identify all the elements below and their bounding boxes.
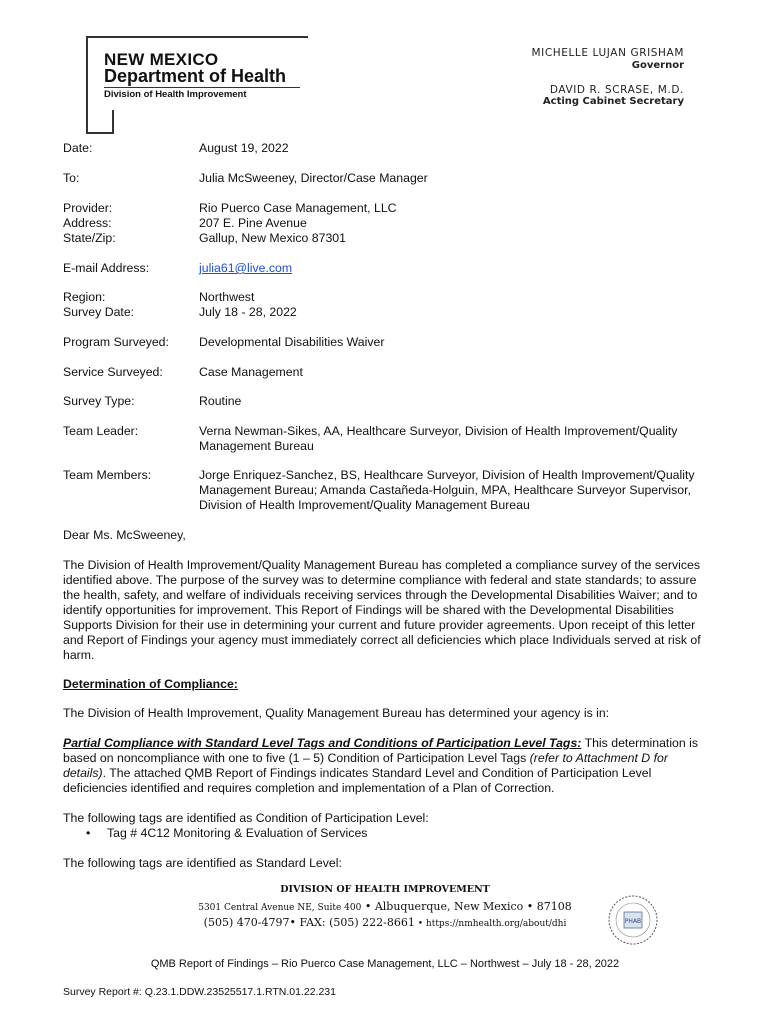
seal-text: PHAB — [624, 918, 642, 925]
address-value: 207 E. Pine Avenue — [199, 216, 307, 230]
region-value: Northwest — [199, 290, 255, 304]
accreditation-seal-icon — [607, 894, 659, 946]
to-label: To: — [63, 171, 80, 185]
partial-reference: (refer to Attachment D for details) — [63, 751, 668, 780]
statezip-label: State/Zip: — [63, 231, 116, 245]
salutation: Dear Ms. McSweeney, — [63, 528, 186, 542]
footer-division: DIVISION OF HEALTH IMPROVEMENT — [280, 884, 490, 895]
footer-url: • https://nmhealth.org/about/dhi — [414, 919, 567, 929]
footer-report-number: Survey Report #: Q.23.1.DDW.23525517.1.RTN.01.22.231 — [63, 986, 336, 998]
logo-divider — [104, 87, 300, 88]
service-label: Service Surveyed: — [63, 365, 163, 379]
footer-qmb-line: QMB Report of Findings – Rio Puerco Case Management, LLC – Northwest – July 18 - 28, 2022 — [150, 958, 620, 970]
determination-text: The Division of Health Improvement, Quality Management Bureau has determined your agency is in: — [63, 706, 610, 720]
program-value: Developmental Disabilities Waiver — [199, 335, 385, 349]
secretary-name: DAVID R. SCRASE, M.D. — [549, 84, 684, 96]
address-label: Address: — [63, 216, 112, 230]
program-label: Program Surveyed: — [63, 335, 169, 349]
logo-line-3: Division of Health Improvement — [104, 89, 247, 100]
determination-heading: Determination of Compliance: — [63, 677, 238, 691]
governor-name: MICHELLE LUJAN GRISHAM — [531, 47, 684, 59]
cop-tag: Tag # 4C12 Monitoring & Evaluation of Services — [107, 826, 368, 840]
survey-type-label: Survey Type: — [63, 394, 135, 408]
service-value: Case Management — [199, 365, 303, 379]
logo-line-1: NEW MEXICO — [104, 50, 219, 69]
provider-value: Rio Puerco Case Management, LLC — [199, 201, 397, 215]
provider-label: Provider: — [63, 201, 113, 215]
partial-compliance-paragraph — [63, 736, 713, 796]
team-leader-label: Team Leader: — [63, 424, 139, 438]
governor-title: Governor — [631, 60, 684, 71]
team-leader-value: Verna Newman-Sikes, AA, Healthcare Surveyor, Division of Health Improvement/Quality Management Bureau — [199, 424, 678, 453]
survey-type-value: Routine — [199, 394, 242, 408]
date-value: August 19, 2022 — [199, 141, 289, 155]
partial-text-2: . The attached QMB Report of Findings indicates Standard Level and Condition of Participation Level deficiencies identified and requires completion and implementation of a Plan of Correction. — [63, 766, 652, 795]
intro-paragraph: The Division of Health Improvement/Quality Management Bureau has completed a compliance survey of the services identified above. The purpose of the survey was to determine compliance with federal and state standards; to assure the health, safety, and welfare of individuals receiving services through the Developmental Disabilities Waiver; and to identify opportunities for improvement. This Report of Findings will be shared with the Developmental Disabilities Supports Division for their use in determining your current and future provider agreements. Upon receipt of this letter and Report of Findings your agency must immediately correct all deficiencies which place Individuals served at risk of harm. — [63, 558, 701, 662]
email-label: E-mail Address: — [63, 261, 150, 275]
cop-intro: The following tags are identified as Condition of Participation Level: — [63, 811, 429, 825]
region-label: Region: — [63, 290, 106, 304]
team-members-label: Team Members: — [63, 468, 152, 482]
statezip-value: Gallup, New Mexico 87301 — [199, 231, 346, 245]
date-label: Date: — [63, 141, 93, 155]
standard-intro: The following tags are identified as Standard Level: — [63, 856, 342, 870]
footer-address-street: 5301 Central Avenue NE, Suite 400 — [198, 903, 362, 913]
footer-address-city: • Albuquerque, New Mexico • 87108 — [361, 900, 572, 913]
to-value: Julia McSweeney, Director/Case Manager — [199, 171, 428, 185]
email-link[interactable]: julia61@live.com — [199, 261, 293, 275]
bullet-icon: • — [86, 826, 91, 840]
partial-text-1: This determination is based on noncompliance with one to five (1 – 5) Condition of Participation Level Tags — [63, 736, 699, 765]
survey-date-value: July 18 - 28, 2022 — [199, 305, 297, 319]
partial-compliance-heading: Partial Compliance with Standard Level Tags and Conditions of Participation Level Tags: — [63, 736, 582, 750]
logo-line-2: Department of Health — [104, 66, 287, 86]
secretary-title: Acting Cabinet Secretary — [542, 96, 684, 107]
footer-phone: (505) 470-4797• FAX: (505) 222-8661 — [203, 916, 415, 929]
team-members-value: Jorge Enriquez-Sanchez, BS, Healthcare Surveyor, Division of Health Improvement/Quality Management Bureau; Amanda Castañeda-Holguin, MPA, Healthcare Surveyor Supervisor, Division of Health Improvement/Quality Management Bureau — [199, 468, 695, 512]
survey-date-label: Survey Date: — [63, 305, 135, 319]
